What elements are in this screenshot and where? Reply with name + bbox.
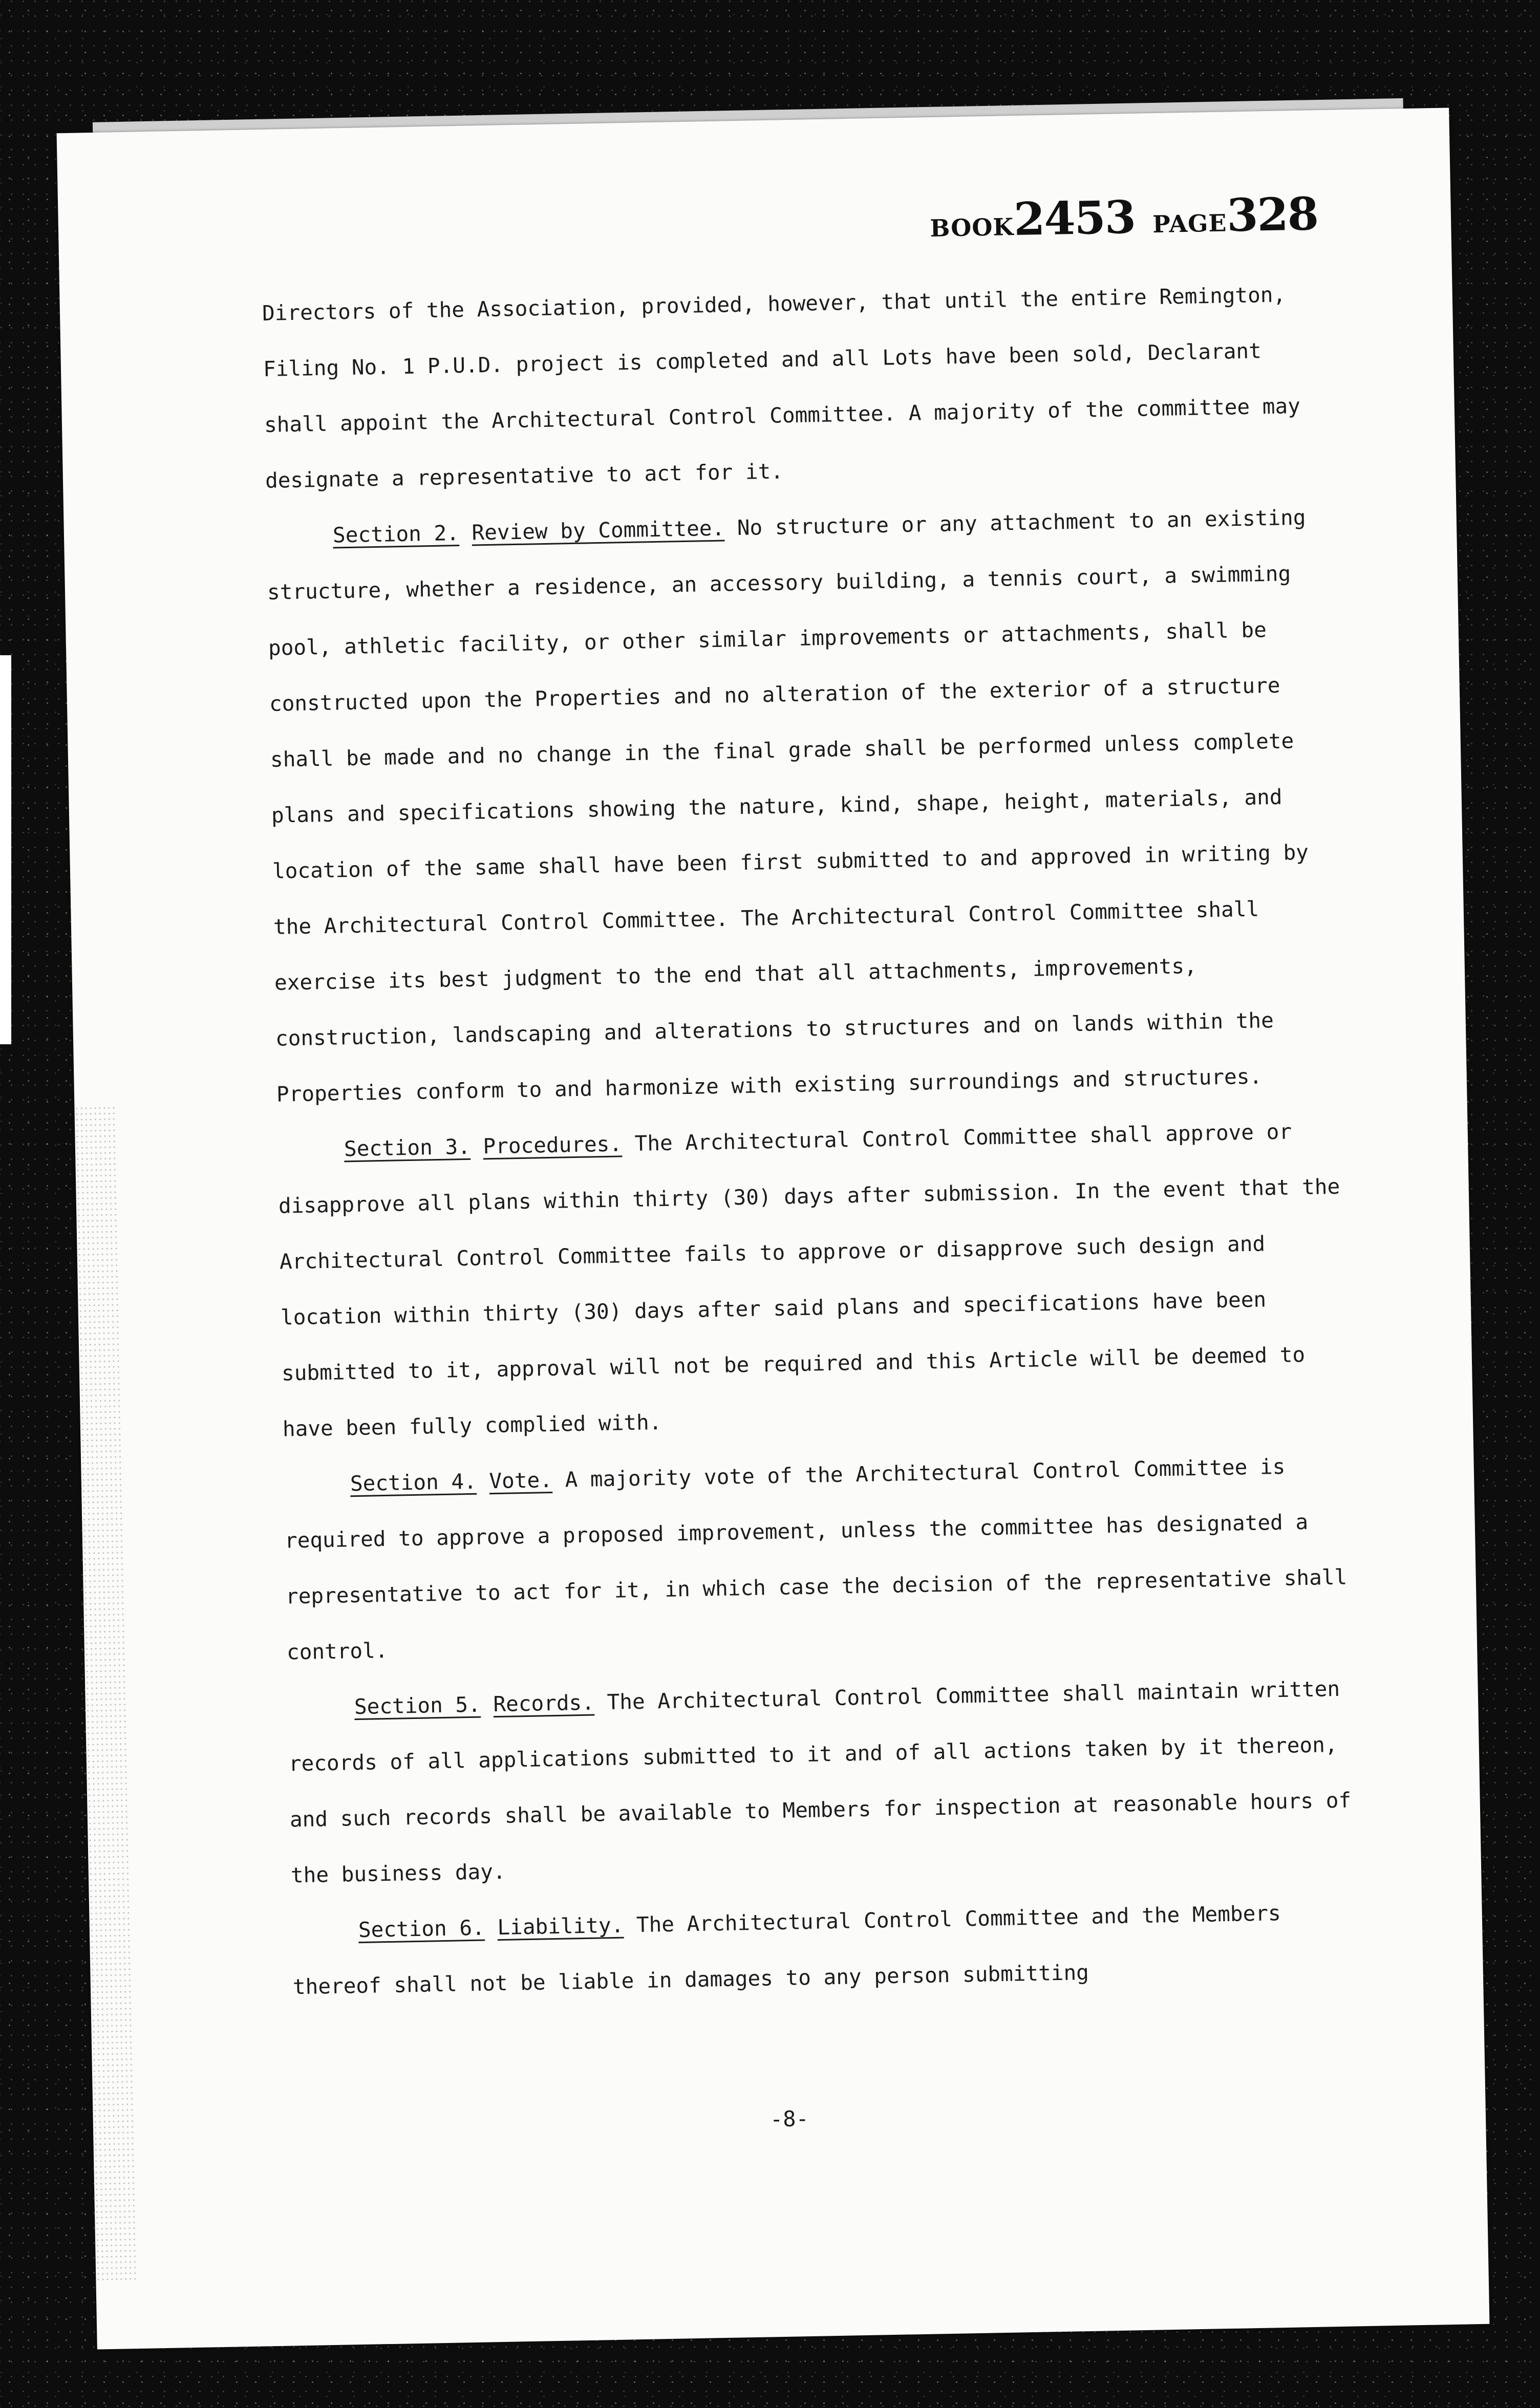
section-6-text: The Architectural Control Committee and the Members thereof shall not be liable in damages to any person submitting <box>292 1901 1281 1999</box>
book-label: BOOK <box>929 213 1014 243</box>
section-2-number: Section 2. <box>332 521 460 548</box>
section-5-title: Records. <box>493 1690 595 1717</box>
section-3-number: Section 3. <box>344 1134 471 1162</box>
section-2-text: No structure or any attachment to an existing structure, whether a residence, an accessory building, a tennis court, a swimming pool, athletic facility, or other similar improvements or attachments, shall be constructed upon the Properties and no alteration of the exterior of a structure shall be made and no change in the final grade shall be performed unless complete plans and specifications showing the nature, kind, shape, height, materials, and location of the same shall have been first submitted to and approved in writing by the Architectural Control Committee. The Architectural Control Committee shall exercise its best judgment to the end that all attachments, improvements, construction, landscaping and alterations to structures and on lands within the Properties conform to and harmonize with existing surroundings and structures. <box>267 505 1309 1107</box>
page-footer-number: -8- <box>769 2106 809 2132</box>
section-6 <box>291 1884 1358 2015</box>
section-4 <box>283 1437 1352 1680</box>
section-2-title: Review by Committee. <box>472 515 725 545</box>
book-number: 2453 <box>1013 190 1136 246</box>
paragraph-continuation: Directors of the Association, provided, however, that until the entire Remington, Filing No. 1 P.U.D. project is completed and all Lots have been sold, Declarant shall appoint the Architectural Control Committee. A majority of the committee may designate a representative to act for it. <box>262 282 1301 493</box>
section-5-number: Section 5. <box>354 1692 481 1719</box>
stamp-page-number: 328 <box>1226 187 1318 242</box>
section-5-text: The Architectural Control Committee shall maintain written records of all applications submitted to it and of all actions taken by it thereon, and such records shall be available to Members for inspection at reasonable hours of the business day. <box>288 1676 1352 1888</box>
document-body <box>262 266 1358 2015</box>
section-3-title: Procedures. <box>483 1131 623 1159</box>
section-3 <box>277 1103 1348 1457</box>
scan-edge-mark <box>0 655 11 1044</box>
book-page-stamp <box>929 187 1318 247</box>
section-4-text: A majority vote of the Architectural Control Committee is required to approve a proposed improvement, unless the committee has designated a representative to act for it, in which case the decision of the representative shall control. <box>284 1454 1348 1665</box>
section-6-title: Liability. <box>497 1912 624 1940</box>
section-2 <box>266 489 1342 1123</box>
section-4-number: Section 4. <box>350 1469 477 1496</box>
section-4-title: Vote. <box>489 1467 553 1494</box>
document-page <box>57 107 1490 2349</box>
section-6-number: Section 6. <box>358 1915 485 1943</box>
section-3-text: The Architectural Control Committee shall approve or disapprove all plans within thirty (30) days after submission. In the event that the Architectural Control Committee fails to approve or disapprove such design and location within thirty (30) days after said plans and specifications have been submitted to it, approval will not be required and this Article will be deemed to have been fully complied with. <box>278 1119 1340 1442</box>
page-label: PAGE <box>1152 209 1227 239</box>
section-5 <box>287 1661 1356 1903</box>
